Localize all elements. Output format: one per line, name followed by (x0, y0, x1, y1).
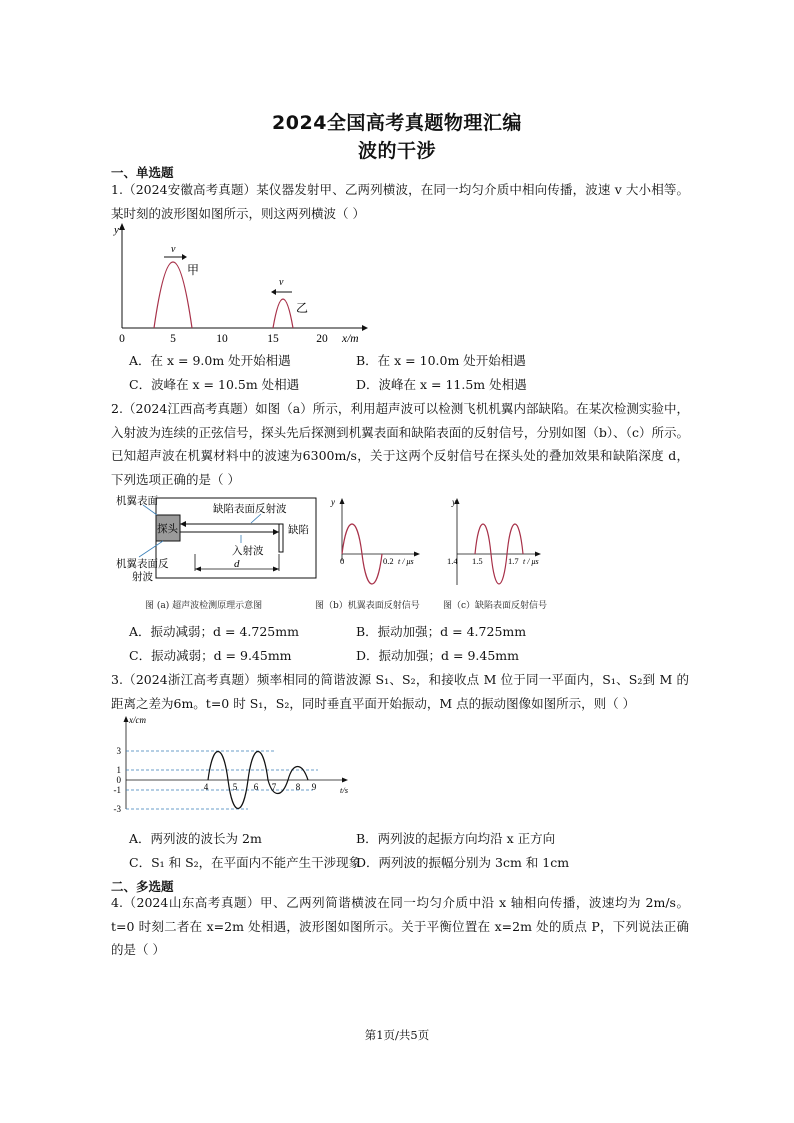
q1-option-c[interactable]: C．波峰在 x = 10.5m 处相遇 (129, 377, 300, 392)
q1-tick-20: 20 (316, 333, 328, 345)
q1-option-a[interactable]: A．在 x = 9.0m 处开始相遇 (129, 353, 291, 368)
q3-vibration-figure (108, 713, 356, 813)
q3-ytick-neg1: -1 (113, 785, 121, 795)
q2-d-label: d (234, 558, 240, 570)
q3-xtick-9: 9 (311, 782, 317, 792)
q3-xtick-8: 8 (295, 782, 301, 792)
q2-figure-b (326, 495, 422, 595)
q2-d-arrow-left (195, 567, 201, 572)
q2-incident-label: 入射波 (232, 546, 264, 557)
question-1-text: 1.（2024安徽高考真题）某仪器发射甲、乙两列横波，在同一均匀介质中相向传播，波速 v 大小相等。某时刻的波形图如图所示，则这两列横波（ ） (111, 182, 689, 221)
q2-option-c[interactable]: C．振动减弱；d = 9.45mm (129, 648, 292, 663)
q1-wave-yi (273, 299, 293, 328)
q2-figure-a (113, 495, 321, 583)
q2b-t0: 0 (340, 556, 345, 566)
question-4-text: 4.（2024山东高考真题）甲、乙两列简谐横波在同一均匀介质中沿 x 轴相向传播，波速均为 2m/s。t=0 时刻二者在 x=2m 处相遇，波形图如图所示。关于平衡位置在 x=2m 处的质点 P，下列说法正确的是（ ） (111, 895, 689, 957)
q1-v-label-jia: v (171, 244, 176, 255)
q2-incident-arrowhead (273, 529, 279, 535)
q2b-t-arrow (414, 552, 420, 557)
q2-option-a[interactable]: A．振动减弱；d = 4.725mm (129, 624, 299, 639)
q1-tick-10: 10 (216, 333, 228, 345)
q1-tick-5: 5 (170, 333, 176, 345)
q1-x-label: x/m (342, 333, 359, 345)
q1-y-axis-arrow (119, 223, 125, 230)
q2-reflect-arrowhead (180, 521, 186, 527)
q3-ytick-3: 3 (116, 746, 121, 756)
q1-label-jia: 甲 (187, 263, 200, 277)
q2-figure-a-caption: 图 (a) 超声波检测原理示意图 (145, 601, 263, 611)
q2b-t-label: t / μs (398, 557, 414, 566)
q2-defect-reflect-pointer (251, 514, 261, 523)
q1-x-axis-arrow (362, 325, 368, 331)
q2c-t-label: t / μs (523, 557, 539, 566)
q2-figure-c-caption: 图（c）缺陷表面反射信号 (443, 601, 548, 611)
q2c-y-label: y (452, 497, 456, 507)
q2c-t0: 1.4 (447, 556, 458, 566)
q1-arrowhead-jia (182, 254, 187, 260)
q1-y-label: y (114, 224, 119, 236)
q3-x-label: t/s (340, 785, 349, 795)
q2-surface-reflect-label-2: 射波 (132, 572, 153, 583)
question-3-text: 3.（2024浙江高考真题）频率相同的简谐波源 S₁、S₂，和接收点 M 位于同一平面内，S₁、S₂到 M 的距离之差为6m。t=0 时 S₁，S₂，同时垂直平面开始振动，M 点的振动图像如图所示，则（ ） (111, 672, 689, 711)
q2-option-b[interactable]: B．振动加强；d = 4.725mm (356, 624, 527, 639)
q2-figure-c (441, 495, 549, 595)
q3-t-arrow (342, 778, 348, 783)
page-footer: 第1页/共5页 (364, 1028, 430, 1042)
q3-option-b[interactable]: B．两列波的起振方向均沿 x 正方向 (356, 831, 556, 846)
question-2-text: 2.（2024江西高考真题）如图（a）所示，利用超声波可以检测飞机机翼内部缺陷。在某次检测实验中，入射波为连续的正弦信号，探头先后探测到机翼表面和缺陷表面的反射信号，分别如图（b）、（c）所示。已知超声波在机翼材料中的波速为6300m/s，关于这两个反射信号在探头处的叠加效果和缺陷深度 d，下列选项正确的是（ ） (111, 401, 689, 487)
q1-v-label-yi: v (279, 277, 284, 288)
document-subtitle: 波的干涉 (357, 140, 436, 162)
q2-defect-reflect-label: 缺陷表面反射波 (213, 504, 287, 515)
q3-option-a[interactable]: A．两列波的波长为 2m (129, 831, 262, 846)
q2c-t2: 1.7 (508, 556, 519, 566)
q1-arrowhead-yi (271, 289, 276, 295)
q2b-y-label: y (331, 497, 335, 507)
section-heading-multi: 二、多选题 (111, 879, 174, 894)
q2b-y-arrow (340, 498, 345, 504)
q3-xtick-6: 6 (253, 782, 259, 792)
q2-probe-label: 探头 (157, 524, 178, 535)
q2c-t1: 1.5 (472, 556, 483, 566)
q2c-t-arrow (535, 552, 541, 557)
q2b-t1: 0.2 (383, 556, 394, 566)
q2-d-arrow-right (273, 567, 279, 572)
q1-label-yi: 乙 (296, 301, 309, 315)
q1-option-d[interactable]: D．波峰在 x = 11.5m 处相遇 (356, 377, 527, 392)
q2-surface-reflect-pointer (139, 541, 163, 557)
q3-ytick-neg3: -3 (113, 804, 121, 813)
q2-option-d[interactable]: D．振动加强；d = 9.45mm (356, 648, 519, 663)
q3-option-c[interactable]: C．S₁ 和 S₂，在平面内不能产生干涉现象 (129, 855, 362, 870)
q3-option-d[interactable]: D．两列波的振幅分别为 3cm 和 1cm (356, 855, 570, 870)
q3-xtick-7: 7 (271, 782, 277, 792)
q1-wave-figure (106, 222, 368, 346)
q2-defect-box (279, 524, 283, 552)
q3-xtick-4: 4 (203, 782, 209, 792)
q1-option-b[interactable]: B．在 x = 10.0m 处开始相遇 (356, 353, 526, 368)
q2-wing-surface-label: 机翼表面 (116, 496, 158, 507)
q1-tick-0: 0 (119, 333, 125, 345)
q2-defect-label: 缺陷 (288, 525, 309, 536)
q1-tick-15: 15 (267, 333, 279, 345)
section-heading-single: 一、单选题 (111, 165, 174, 180)
q2-figure-b-caption: 图（b）机翼表面反射信号 (315, 601, 420, 611)
document-title: 2024全国高考真题物理汇编 (272, 112, 522, 134)
q3-ytick-1: 1 (116, 765, 121, 775)
q3-ytick-0: 0 (116, 775, 121, 785)
q3-xtick-5: 5 (232, 782, 238, 792)
q3-y-arrow (124, 716, 129, 722)
q3-y-label: x/cm (129, 715, 146, 725)
q2-surface-reflect-label-1: 机翼表面反 (116, 559, 169, 570)
